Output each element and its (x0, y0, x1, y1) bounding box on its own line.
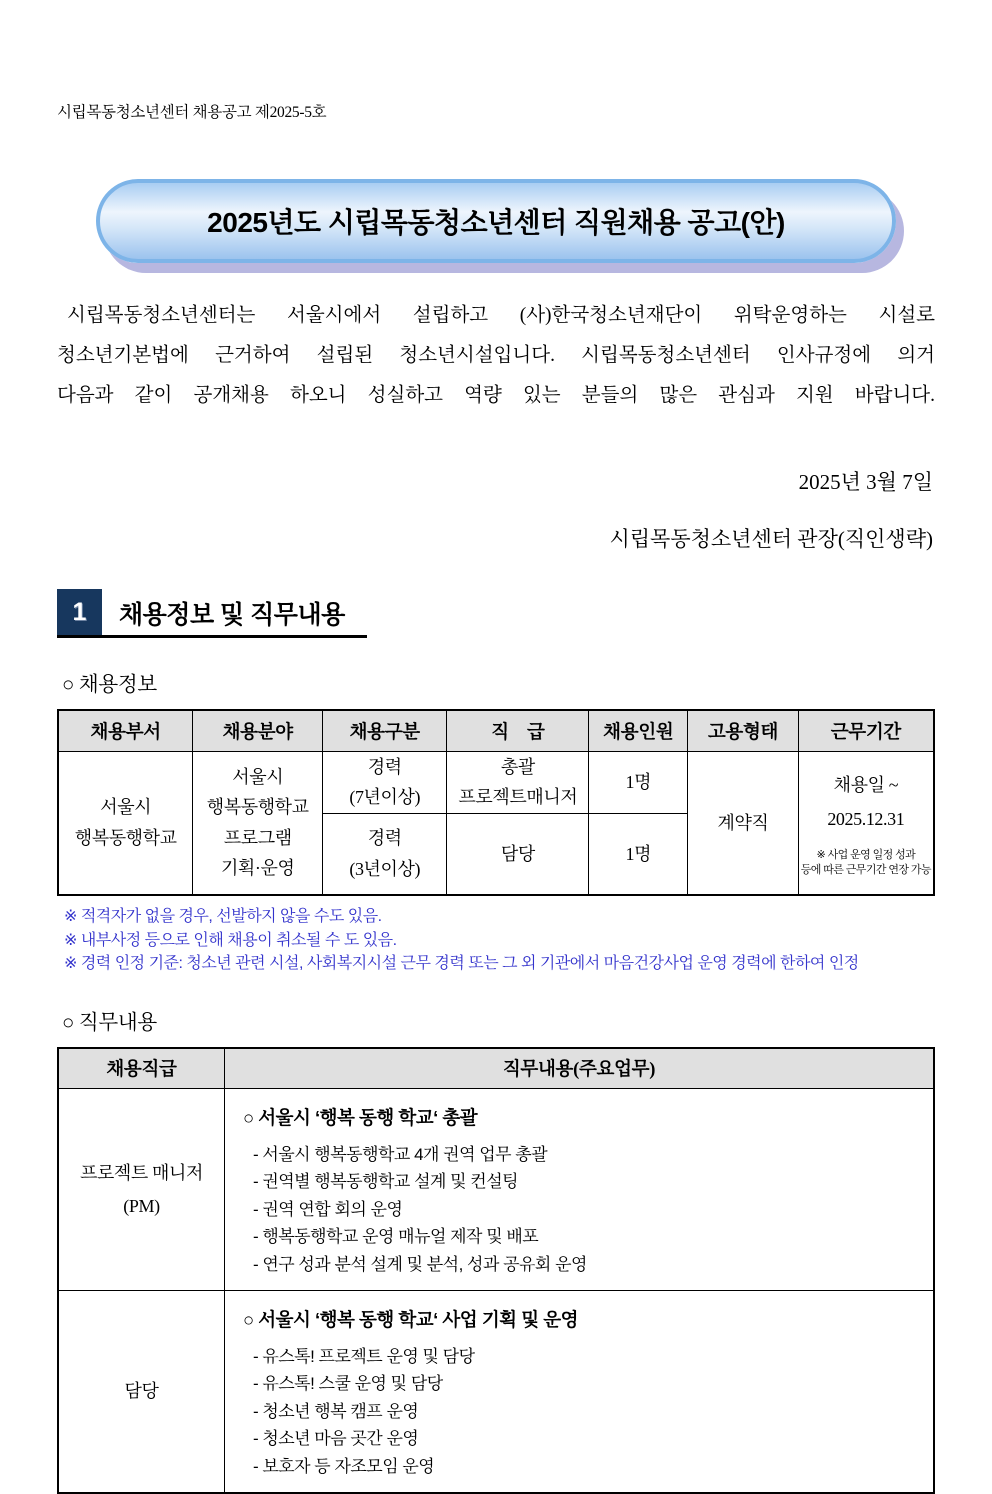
duty-item: - 서울시 행복동행학교 4개 권역 업무 총괄 (252, 1144, 548, 1164)
field-line: 행복동행학교 (206, 797, 309, 818)
career-line: 경력 (367, 828, 402, 849)
table-row (58, 1089, 934, 1291)
column-header: 채용분야 (193, 710, 323, 751)
column-header: 고용형태 (688, 710, 798, 751)
duty-item: - 유스톡! 스쿨 운영 및 담당 (252, 1374, 443, 1394)
position-line: 총괄 (500, 756, 535, 777)
headcount-cell: 1명 (589, 813, 688, 895)
column-header: 근무기간 (798, 710, 934, 751)
table-header-row (58, 1048, 934, 1089)
duty-item: - 청소년 행복 캠프 운영 (252, 1401, 419, 1421)
period-note-line: 등에 따른 근무기간 연장 가능 (800, 864, 931, 877)
note-line: ※ 적격자가 없을 경우, 선발하지 않을 수도 있음. (64, 908, 382, 926)
position-line: 프로젝트매니저 (458, 787, 578, 808)
announcement-date: 2025년 3월 7일 (798, 470, 933, 494)
table-header-row (58, 710, 934, 751)
duty-item: - 연구 성과 분석 설계 및 분석, 성과 공유회 운영 (252, 1254, 587, 1274)
intro-line: 다음과 같이 공개채용 하오니 성실하고 역량 있는 분들의 많은 관심과 지원 바랍니다. (57, 385, 935, 406)
pm-position-cell (58, 1089, 224, 1291)
staff-duties-cell (224, 1291, 934, 1493)
dept-cell (58, 751, 193, 895)
career-line: (3년이상) (349, 858, 421, 879)
note-line: ※ 경력 인정 기준: 청소년 관련 시설, 사회복지시설 근무 경력 또는 그 외 기관에서 마음건강사업 운영 경력에 한하여 인정 (64, 955, 859, 973)
career-cell (323, 751, 447, 813)
period-line: 채용일 ~ (833, 774, 899, 795)
position-cell (447, 751, 589, 813)
period-note-line: ※ 사업 운영 일정 성과 (816, 849, 916, 862)
duty-item: - 청소년 마음 곳간 운영 (252, 1429, 419, 1449)
section-heading (57, 589, 367, 638)
field-cell (193, 751, 323, 895)
table-row (58, 1291, 934, 1493)
note-line: ※ 내부사정 등으로 인해 채용이 취소될 수 도 있음. (64, 931, 397, 949)
banner-title: 2025년도 시립목동청소년센터 직원채용 공고(안) (207, 207, 785, 238)
recruit-notes (57, 905, 935, 976)
position-cell: 담당 (447, 813, 589, 895)
section-number-badge: 1 (57, 589, 102, 635)
duty-item: - 행복동행학교 운영 매뉴얼 제작 및 배포 (252, 1227, 539, 1247)
date-block (57, 466, 935, 553)
period-line: 2025.12.31 (827, 808, 905, 829)
duty-heading: ○ 서울시 ‘행복 동행 학교‘ 사업 기획 및 운영 (242, 1309, 578, 1331)
duty-item: - 보호자 등 자조모임 운영 (252, 1456, 435, 1476)
recruit-table (57, 709, 935, 896)
career-cell (323, 813, 447, 895)
column-header: 채용구분 (323, 710, 447, 751)
employment-type-cell: 계약직 (688, 751, 798, 895)
field-line: 기획·운영 (220, 858, 295, 879)
intro-paragraph (57, 296, 935, 416)
period-note (799, 848, 933, 878)
table-row (58, 751, 934, 813)
pm-position-text (59, 1157, 224, 1222)
career-line: 경력 (367, 756, 402, 777)
title-banner (96, 179, 896, 263)
headcount-cell: 1명 (589, 751, 688, 813)
signer: 시립목동청소년센터 관장(직인생략) (609, 527, 933, 551)
period-text (799, 768, 933, 836)
doc-number: 시립목동청소년센터 채용공고 제2025-5호 (57, 104, 327, 121)
column-header: 직 급 (447, 710, 589, 751)
intro-line: 청소년기본법에 근거하여 설립된 청소년시설입니다. 시립목동청소년센터 인사규정에 의거 (57, 345, 935, 366)
recruit-info-subheading: ○ 채용정보 (62, 674, 157, 696)
section-title: 채용정보 및 직무내용 (119, 601, 345, 629)
column-header: 채용부서 (58, 710, 193, 751)
field-line: 프로그램 (223, 827, 292, 848)
duty-item: - 권역별 행복동행학교 설계 및 컨설팅 (252, 1172, 519, 1192)
field-line: 서울시 (232, 766, 284, 787)
pm-duties-cell (224, 1089, 934, 1291)
staff-position-cell: 담당 (58, 1291, 224, 1493)
duty-heading: ○ 서울시 ‘행복 동행 학교‘ 총괄 (242, 1107, 478, 1129)
duty-item: - 유스톡! 프로젝트 운영 및 담당 (252, 1346, 475, 1366)
job-table (57, 1047, 935, 1494)
job-desc-subheading: ○ 직무내용 (62, 1011, 157, 1034)
column-header: 채용인원 (589, 710, 688, 751)
column-header: 채용직급 (58, 1048, 224, 1089)
duty-item: - 권역 연합 회의 운영 (252, 1199, 403, 1219)
duty-items (241, 1343, 919, 1481)
career-line: (7년이상) (349, 787, 421, 808)
intro-line: 시립목동청소년센터는 서울시에서 설립하고 (사)한국청소년재단이 위탁운영하는 시설로 (67, 305, 935, 326)
position-line: (PM) (123, 1195, 160, 1216)
position-line: 프로젝트 매니저 (79, 1163, 203, 1184)
duty-items (241, 1141, 919, 1279)
dept-line: 서울시 (100, 797, 152, 818)
column-header: 직무내용(주요업무) (224, 1048, 934, 1089)
period-cell (798, 751, 934, 895)
dept-line: 행복동행학교 (74, 827, 177, 848)
